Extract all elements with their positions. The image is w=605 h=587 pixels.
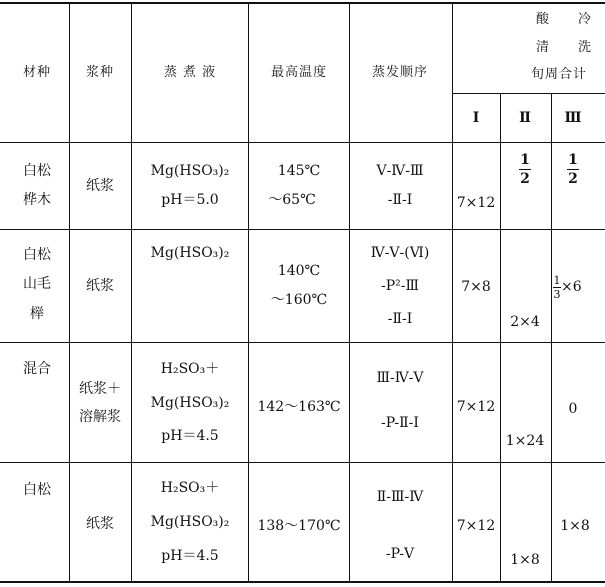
row4-order-line1: Ⅱ-Ⅲ-Ⅳ <box>376 489 424 505</box>
row1-sub-i: 7×12 <box>456 195 496 211</box>
row-divider-2 <box>0 342 605 343</box>
header-acid-wash-line3: 旬周合计 <box>531 67 588 82</box>
row3-order-line1: Ⅲ-Ⅳ-Ⅴ <box>376 370 424 386</box>
table-top-rule <box>0 2 605 4</box>
row4-sub-i: 7×12 <box>456 518 496 534</box>
row4-pulp: 纸浆 <box>86 516 114 532</box>
row4-liquor-line2: Mg(HSO₃)₂ <box>150 514 230 530</box>
row1-sub-ii-denominator: 2 <box>520 171 530 187</box>
row3-sub-iii: 0 <box>568 401 578 417</box>
row4-sub-iii: 1×8 <box>560 518 590 534</box>
row3-material: 混合 <box>23 361 51 377</box>
row2-sub-iii <box>553 274 582 300</box>
row2-material-line2: 山毛 <box>23 276 51 292</box>
row3-liquor-line2: Mg(HSO₃)₂ <box>150 395 230 411</box>
row1-order-line1: Ⅴ-Ⅳ-Ⅲ <box>376 163 424 179</box>
sub-col-divider-1 <box>500 94 501 582</box>
row2-material-line3: 榉 <box>30 306 44 322</box>
row1-sub-ii-numerator: 1 <box>520 152 530 168</box>
row2-sub-i: 7×8 <box>461 279 491 295</box>
row2-order-line1: Ⅳ-Ⅴ-(Ⅵ) <box>370 245 430 261</box>
row4-order-line2: -P-Ⅴ <box>385 546 415 562</box>
row2-liquor-line1: Mg(HSO₃)₂ <box>150 245 230 261</box>
col-divider-2 <box>131 3 132 582</box>
row1-temp-line1: 145℃ <box>277 163 321 179</box>
row3-sub-i: 7×12 <box>456 399 496 415</box>
header-sub-ii: Ⅱ <box>519 110 531 126</box>
header-liquor: 蒸 煮 液 <box>163 65 217 80</box>
row-divider-1 <box>0 229 605 230</box>
row4-liquor-line3: pH＝4.5 <box>161 548 219 564</box>
fraction-bar <box>567 169 579 170</box>
sub-col-divider-2 <box>551 94 552 582</box>
header-sub-iii: Ⅲ <box>564 110 582 126</box>
row1-sub-iii-numerator: 1 <box>568 152 578 168</box>
header-material: 材种 <box>22 65 52 80</box>
row3-pulp-line1: 纸浆＋ <box>79 381 121 397</box>
col-divider-3 <box>248 3 249 582</box>
row1-order-line2: -Ⅱ-Ⅰ <box>387 192 413 208</box>
row2-temp-line2: ～160℃ <box>270 292 328 308</box>
row3-sub-ii: 1×24 <box>505 433 545 449</box>
header-evap-order: 蒸发顺序 <box>371 65 429 80</box>
header-acid-wash-line1: 酸 冷 <box>536 12 593 27</box>
row3-pulp-line2: 溶解浆 <box>79 409 121 425</box>
header-acid-wash-line2: 清 洗 <box>536 40 593 55</box>
table-bottom-rule <box>0 581 605 583</box>
col-divider-1 <box>69 3 70 582</box>
row2-order-line2: -P²-Ⅲ <box>381 278 419 294</box>
row3-liquor-line1: H₂SO₃＋ <box>160 361 220 377</box>
col-divider-5 <box>452 3 453 582</box>
header-max-temp: 最高温度 <box>270 65 328 80</box>
row4-sub-ii: 1×8 <box>510 552 540 568</box>
row2-sub-iii-denominator: 3 <box>553 287 561 301</box>
row3-order-line2: -P-Ⅱ-Ⅰ <box>381 415 419 431</box>
row2-order-line3: -Ⅱ-Ⅰ <box>387 311 413 327</box>
header-bottom-rule <box>0 142 605 143</box>
col-divider-4 <box>349 3 350 582</box>
row3-liquor-line3: pH＝4.5 <box>161 428 219 444</box>
row1-temp-line2: ～65℃ <box>268 192 316 208</box>
row2-sub-ii: 2×4 <box>510 314 540 330</box>
row4-material: 白松 <box>23 482 51 498</box>
row-divider-3 <box>0 462 605 463</box>
row1-material-line2: 桦木 <box>23 192 51 208</box>
header-sub-i: Ⅰ <box>472 110 480 126</box>
row3-temp: 142～163℃ <box>257 399 341 415</box>
row1-pulp: 纸浆 <box>86 178 114 194</box>
row1-material-line1: 白松 <box>23 163 51 179</box>
row2-sub-iii-fraction <box>553 275 561 300</box>
row4-liquor-line1: H₂SO₃＋ <box>160 480 220 496</box>
row2-pulp: 纸浆 <box>86 278 114 294</box>
row1-sub-iii-fraction <box>567 153 579 186</box>
header-pulp: 浆种 <box>85 65 115 80</box>
row1-sub-ii-fraction <box>519 153 531 186</box>
row1-liquor-line2: pH＝5.0 <box>161 192 219 208</box>
row2-sub-iii-multiplier: ×6 <box>561 279 582 295</box>
fraction-bar <box>519 169 531 170</box>
row2-temp-line1: 140℃ <box>277 263 321 279</box>
row2-sub-iii-numerator: 1 <box>553 273 561 287</box>
row4-temp: 138～170℃ <box>257 518 341 534</box>
row1-sub-iii-denominator: 2 <box>568 171 578 187</box>
row2-material-line1: 白松 <box>23 247 51 263</box>
row1-liquor-line1: Mg(HSO₃)₂ <box>150 163 230 179</box>
header-subheader-rule <box>452 93 605 94</box>
